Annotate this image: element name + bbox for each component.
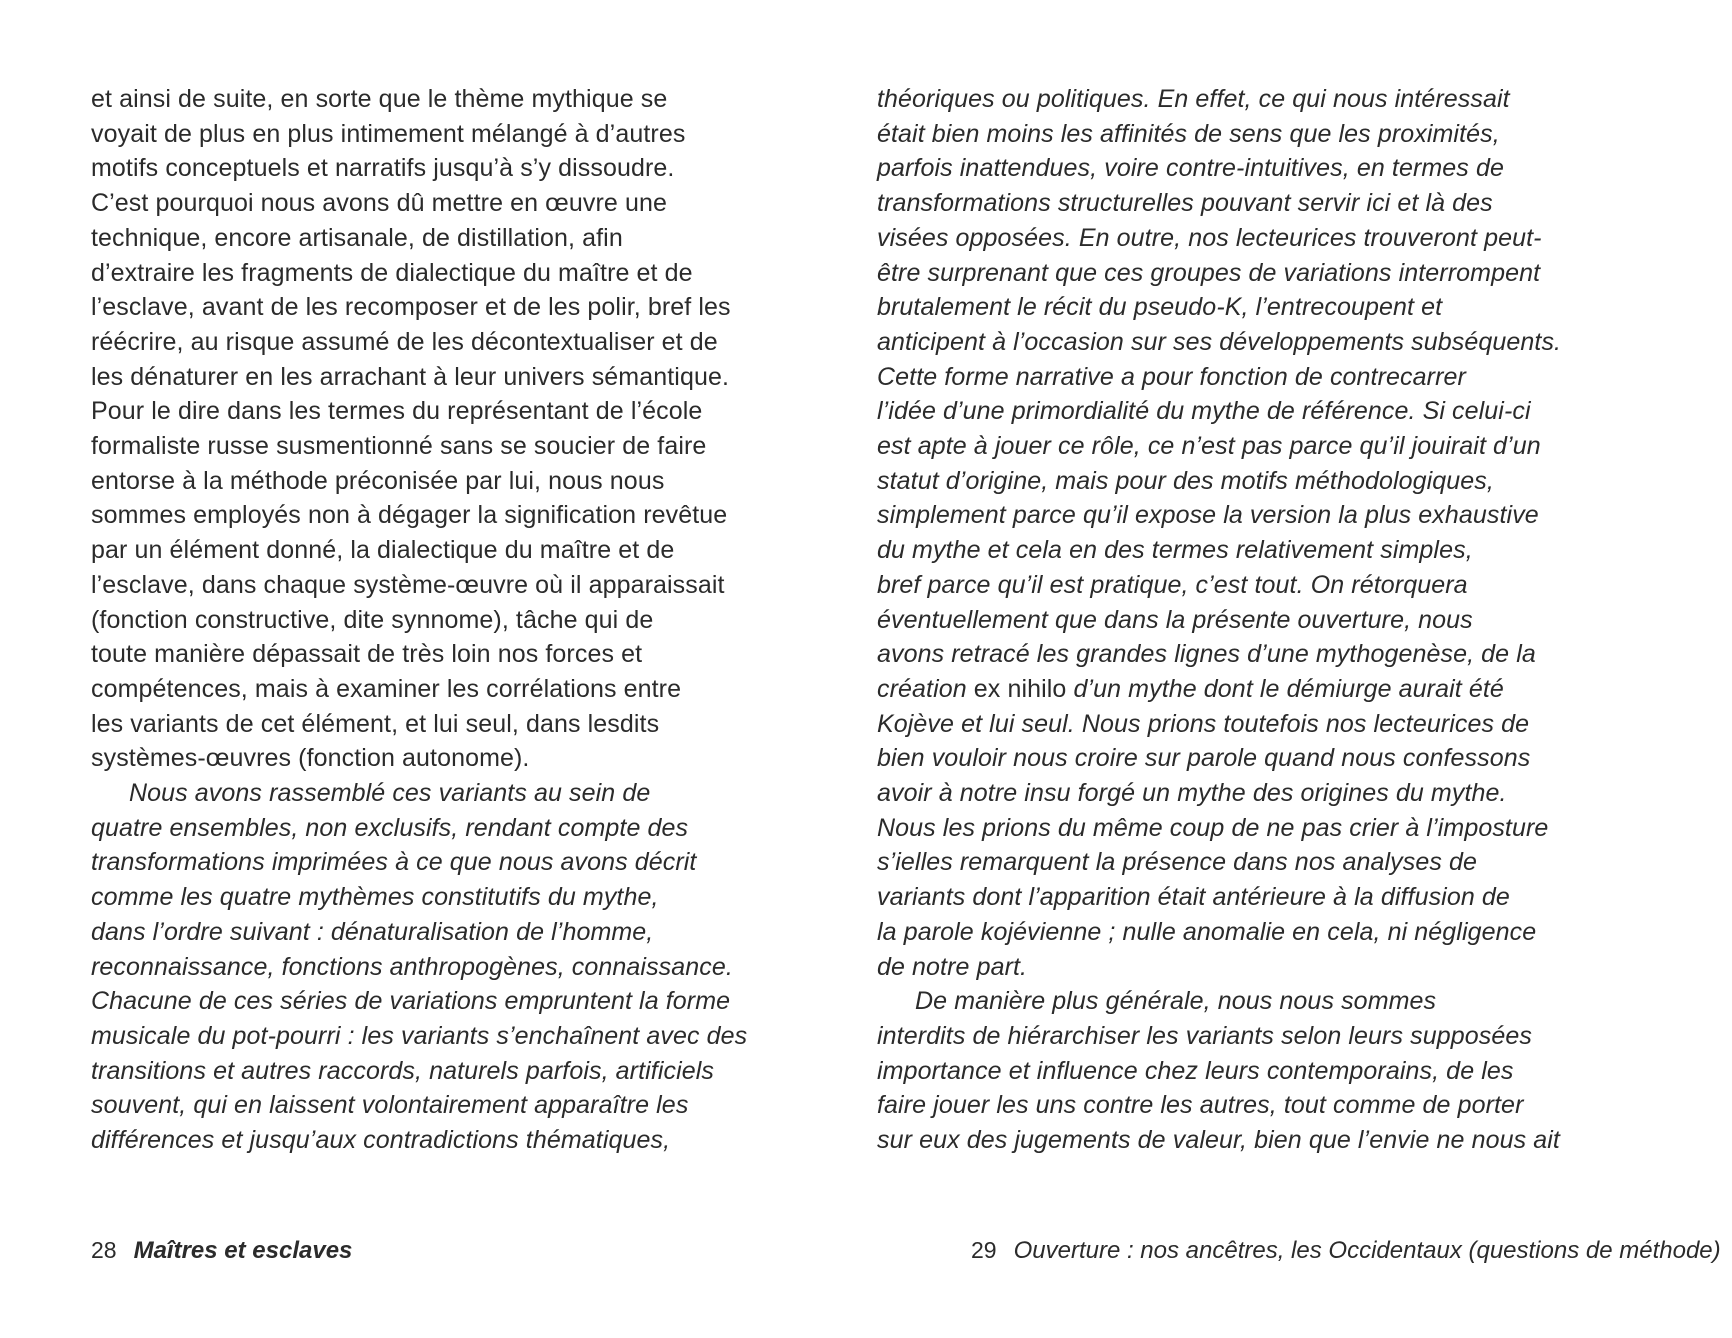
text-line: (fonction constructive, dite synnome), tâche qui de (91, 605, 654, 634)
text-line: s’ielles remarquent la présence dans nos analyses de (877, 848, 1477, 877)
page-left-footer (91, 1237, 352, 1265)
page-right-footer (971, 1237, 1721, 1265)
text-line: les dénaturer en les arrachant à leur univers sémantique. (91, 362, 729, 391)
page-left-body (91, 82, 761, 1158)
page-number-right: 29 (971, 1237, 997, 1263)
text-line: bien vouloir nous croire sur parole quand nous confessons (877, 744, 1531, 773)
text-line: l’idée d’une primordialité du mythe de référence. Si celui-ci (877, 397, 1531, 426)
text-line: systèmes-œuvres (fonction autonome). (91, 744, 530, 773)
text-line: de notre part. (877, 952, 1028, 981)
text-segment: création (877, 674, 974, 703)
text-line: quatre ensembles, non exclusifs, rendant compte des (91, 813, 689, 842)
text-line: la parole kojévienne ; nulle anomalie en cela, ni négligence (877, 917, 1537, 946)
text-line: avoir à notre insu forgé un mythe des origines du mythe. (877, 779, 1507, 808)
text-line: les variants de cet élément, et lui seul, dans lesdits (91, 709, 660, 738)
text-line: simplement parce qu’il expose la version la plus exhaustive (877, 501, 1539, 530)
text-line: comme les quatre mythèmes constitutifs du mythe, (91, 883, 659, 912)
paragraph (91, 82, 761, 776)
text-line: transformations imprimées à ce que nous avons décrit (91, 848, 697, 877)
text-line: était bien moins les affinités de sens que les proximités, (877, 119, 1500, 148)
text-line: faire jouer les uns contre les autres, tout comme de porter (877, 1091, 1524, 1120)
text-line: formaliste russe susmentionné sans se soucier de faire (91, 432, 707, 461)
text-line: reconnaissance, fonctions anthropogènes, connaissance. (91, 952, 733, 981)
paragraph (877, 984, 1667, 1158)
text-line: différences et jusqu’aux contradictions thématiques, (91, 1126, 671, 1155)
text-line: du mythe et cela en des termes relativement simples, (877, 536, 1473, 565)
running-title-right: Ouverture : nos ancêtres, les Occidentaux (questions de méthode) (1013, 1237, 1721, 1264)
text-line: brutalement le récit du pseudo-K, l’entrecoupent et (877, 293, 1443, 322)
running-title-left: Maîtres et esclaves (133, 1237, 353, 1264)
paragraph (877, 82, 1667, 984)
text-line: importance et influence chez leurs contemporains, de les (877, 1056, 1514, 1085)
text-line: par un élément donné, la dialectique du maître et de (91, 536, 675, 565)
text-line: avons retracé les grandes lignes d’une mythogenèse, de la (877, 640, 1536, 669)
text-line: statut d’origine, mais pour des motifs méthodologiques, (877, 466, 1494, 495)
text-line: Pour le dire dans les termes du représentant de l’école (91, 397, 703, 426)
text-line: Cette forme narrative a pour fonction de contrecarrer (877, 362, 1466, 391)
text-line: l’esclave, avant de les recomposer et de les polir, bref les (91, 293, 731, 322)
text-line: Chacune de ces séries de variations empruntent la forme (91, 987, 731, 1016)
text-line: motifs conceptuels et narratifs jusqu’à s’y dissoudre. (91, 154, 675, 183)
paragraph (91, 776, 761, 1158)
text-line: Nous les prions du même coup de ne pas crier à l’imposture (877, 813, 1549, 842)
latin-phrase: ex nihilo (973, 674, 1067, 703)
text-line: visées opposées. En outre, nos lecteurices trouveront peut- (877, 223, 1542, 252)
text-line: est apte à jouer ce rôle, ce n’est pas parce qu’il jouirait d’un (877, 432, 1541, 461)
text-line (877, 672, 1667, 707)
page-number-left: 28 (91, 1237, 117, 1263)
text-line: et ainsi de suite, en sorte que le thème mythique se (91, 85, 668, 113)
text-line: anticipent à l’occasion sur ses développements subséquents. (877, 327, 1562, 356)
text-line: musicale du pot-pourri : les variants s’enchaînent avec des (91, 1021, 748, 1050)
text-line: entorse à la méthode préconisée par lui, nous nous (91, 466, 665, 495)
text-line: dans l’ordre suivant : dénaturalisation de l’homme, (91, 917, 654, 946)
text-line: parfois inattendues, voire contre-intuitives, en termes de (877, 154, 1504, 183)
text-line: Nous avons rassemblé ces variants au sein de (129, 779, 651, 808)
text-line: voyait de plus en plus intimement mélangé à d’autres (91, 119, 686, 148)
text-line: théoriques ou politiques. En effet, ce qui nous intéressait (877, 85, 1510, 113)
text-line: interdits de hiérarchiser les variants selon leurs supposées (877, 1021, 1532, 1050)
text-line: souvent, qui en laissent volontairement apparaître les (91, 1091, 689, 1120)
text-line: variants dont l’apparition était antérieure à la diffusion de (877, 883, 1510, 912)
text-line: éventuellement que dans la présente ouverture, nous (877, 605, 1473, 634)
text-segment: d’un mythe dont le démiurge aurait été (1066, 674, 1504, 703)
text-line: bref parce qu’il est pratique, c’est tout. On rétorquera (877, 570, 1468, 599)
text-line: De manière plus générale, nous nous sommes (915, 987, 1437, 1016)
text-line: transformations structurelles pouvant servir ici et là des (877, 189, 1493, 218)
page-right-body (877, 82, 1667, 1158)
text-line: d’extraire les fragments de dialectique du maître et de (91, 258, 693, 287)
text-line: Kojève et lui seul. Nous prions toutefois nos lecteurices de (877, 709, 1530, 738)
text-line: compétences, mais à examiner les corrélations entre (91, 674, 682, 703)
text-line: technique, encore artisanale, de distillation, afin (91, 223, 623, 252)
text-line: être surprenant que ces groupes de variations interrompent (877, 258, 1541, 287)
text-line: C’est pourquoi nous avons dû mettre en œuvre une (91, 189, 667, 218)
text-line: transitions et autres raccords, naturels parfois, artificiels (91, 1056, 715, 1085)
text-line: réécrire, au risque assumé de les décontextualiser et de (91, 327, 718, 356)
text-line: sommes employés non à dégager la signification revêtue (91, 501, 728, 530)
text-line: l’esclave, dans chaque système-œuvre où il apparaissait (91, 570, 725, 599)
text-line: toute manière dépassait de très loin nos forces et (91, 640, 643, 669)
text-line: sur eux des jugements de valeur, bien que l’envie ne nous ait (877, 1126, 1560, 1155)
